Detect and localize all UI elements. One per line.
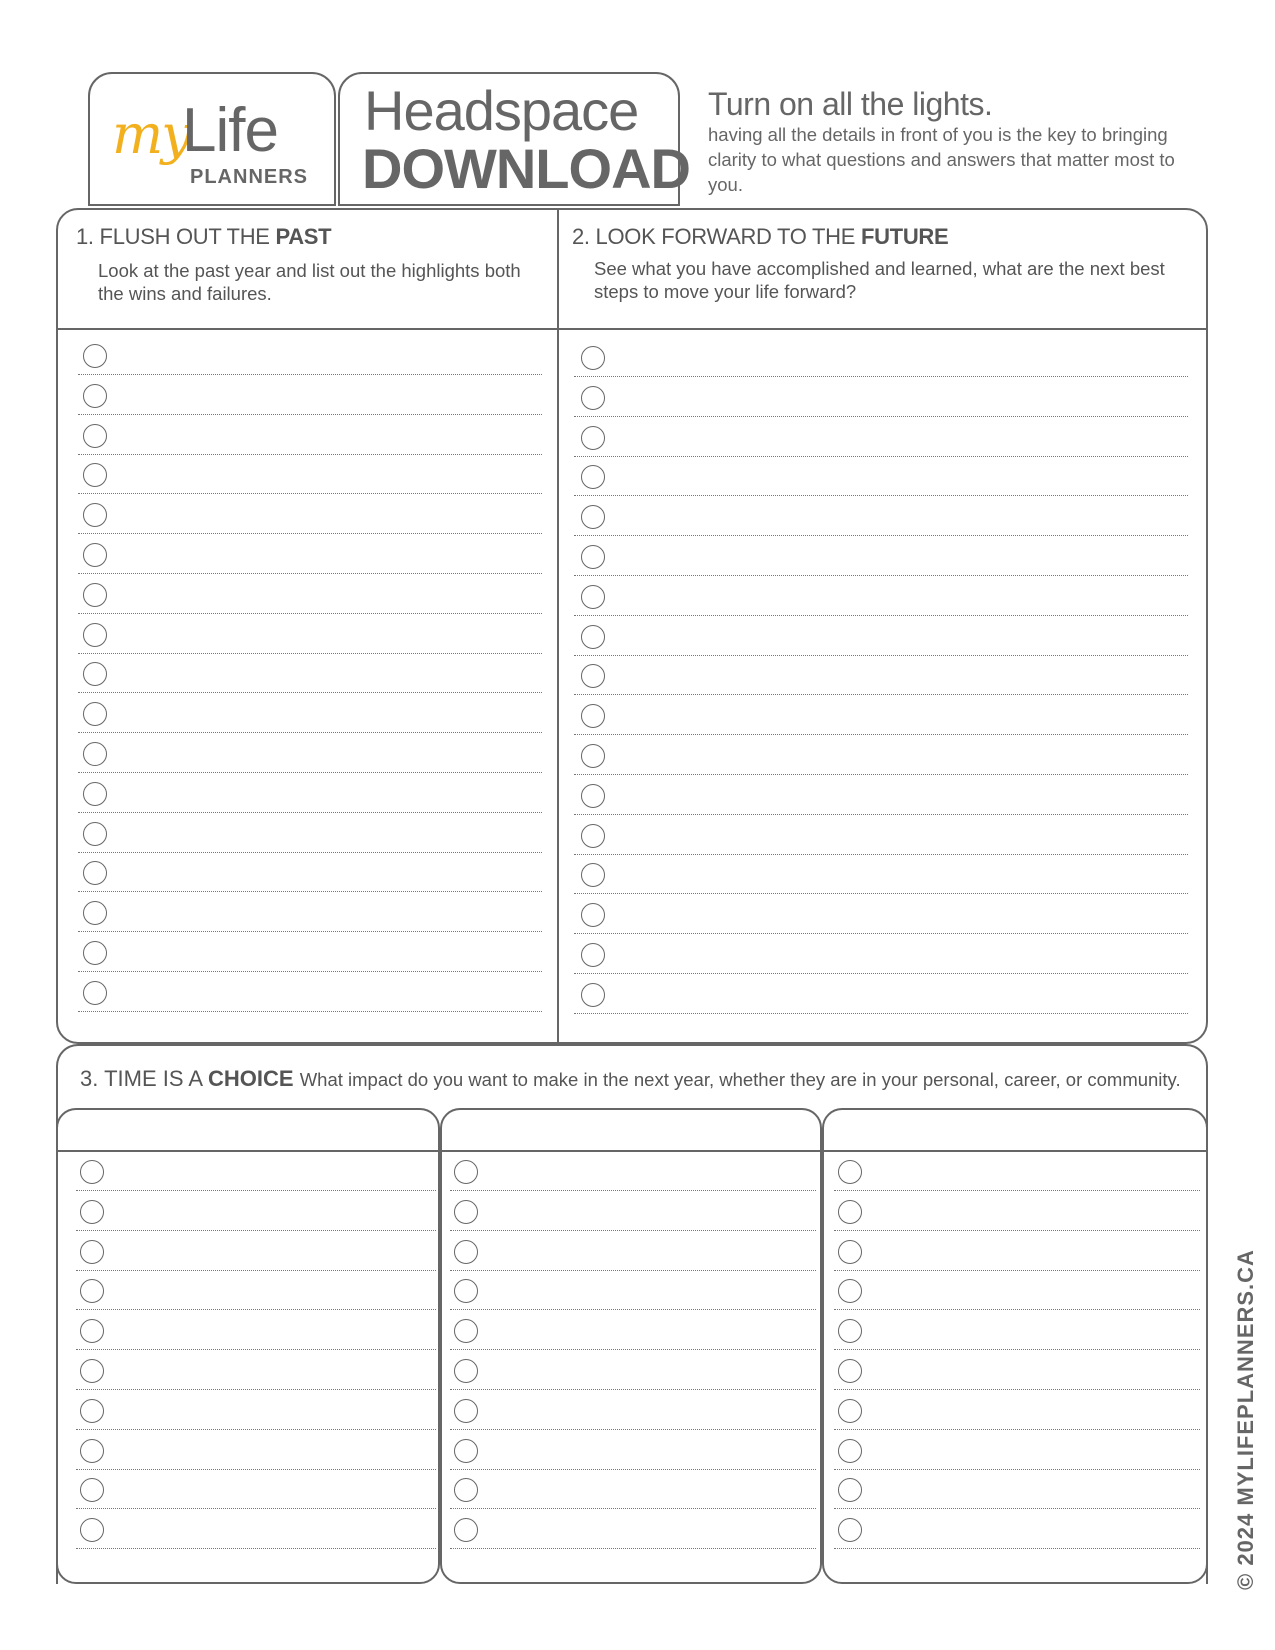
title-line-1: Headspace [364,79,639,142]
checkbox-circle[interactable] [83,623,107,647]
writing-line[interactable] [834,1469,1200,1470]
copyright: © 2024 MYLIFEPLANNERS.CA [1233,1249,1258,1590]
checkbox-circle[interactable] [80,1319,104,1343]
checkbox-circle[interactable] [454,1439,478,1463]
section-2-title [572,224,948,250]
checkbox-circle[interactable] [83,702,107,726]
writing-line[interactable] [574,416,1188,417]
writing-line[interactable] [574,575,1188,576]
writing-line[interactable] [450,1349,816,1350]
checkbox-circle[interactable] [581,903,605,927]
writing-line[interactable] [78,653,542,654]
checkbox-circle[interactable] [581,545,605,569]
checkbox-circle[interactable] [83,583,107,607]
checkbox-circle[interactable] [454,1200,478,1224]
writing-line[interactable] [574,535,1188,536]
writing-line[interactable] [574,655,1188,656]
writing-line[interactable] [574,933,1188,934]
writing-line[interactable] [78,891,542,892]
checkbox-circle[interactable] [581,585,605,609]
checkbox-circle[interactable] [83,822,107,846]
writing-line[interactable] [78,692,542,693]
checkbox-circle[interactable] [581,346,605,370]
writing-line[interactable] [574,615,1188,616]
checkbox-circle[interactable] [581,824,605,848]
writing-line[interactable] [76,1429,436,1430]
writing-line[interactable] [450,1230,816,1231]
checkbox-circle[interactable] [838,1240,862,1264]
section-2-prefix: 2. LOOK FORWARD TO THE [572,224,856,249]
writing-line[interactable] [76,1469,436,1470]
checkbox-circle[interactable] [838,1160,862,1184]
writing-line[interactable] [76,1389,436,1390]
checkbox-circle[interactable] [838,1200,862,1224]
writing-line[interactable] [78,613,542,614]
checkbox-circle[interactable] [83,503,107,527]
writing-line[interactable] [834,1349,1200,1350]
writing-line[interactable] [834,1548,1200,1549]
checkbox-circle[interactable] [83,543,107,567]
checkbox-circle[interactable] [838,1399,862,1423]
writing-line[interactable] [834,1309,1200,1310]
writing-line[interactable] [574,774,1188,775]
checkbox-circle[interactable] [80,1399,104,1423]
panel-past-future [56,208,1208,1044]
writing-line[interactable] [574,1013,1188,1014]
logo-planners: PLANNERS [190,166,309,188]
writing-line[interactable] [574,694,1188,695]
writing-line[interactable] [78,573,542,574]
page-title [338,72,690,206]
checkbox-circle[interactable] [454,1518,478,1542]
checkbox-circle[interactable] [80,1359,104,1383]
section-2-description: See what you have accomplished and learned, what are the next best steps to move your life forward? [594,258,1165,302]
checkbox-circle[interactable] [838,1359,862,1383]
checkbox-circle[interactable] [838,1439,862,1463]
checkbox-circle[interactable] [83,782,107,806]
tagline-title: Turn on all the lights. [708,86,993,122]
writing-line[interactable] [450,1389,816,1390]
title-line-2: DOWNLOAD [362,137,690,200]
writing-line[interactable] [574,973,1188,974]
writing-line[interactable] [834,1429,1200,1430]
choice-column-1 [56,1108,440,1584]
checkbox-circle[interactable] [838,1319,862,1343]
choice-column-3 [822,1108,1208,1584]
writing-line[interactable] [450,1429,816,1430]
checkbox-circle[interactable] [454,1399,478,1423]
section-1-title [76,224,331,250]
writing-line[interactable] [450,1508,816,1509]
writing-line[interactable] [574,456,1188,457]
writing-line[interactable] [450,1309,816,1310]
writing-line[interactable] [574,893,1188,894]
writing-line[interactable] [834,1270,1200,1271]
checkbox-circle[interactable] [83,901,107,925]
checkbox-circle[interactable] [80,1439,104,1463]
checkbox-circle[interactable] [80,1160,104,1184]
writing-line[interactable] [834,1230,1200,1231]
writing-line[interactable] [76,1190,436,1191]
checkbox-circle[interactable] [581,983,605,1007]
checkbox-circle[interactable] [838,1518,862,1542]
checkbox-circle[interactable] [83,742,107,766]
writing-line[interactable] [574,814,1188,815]
writing-line[interactable] [76,1230,436,1231]
checkbox-circle[interactable] [454,1319,478,1343]
writing-line[interactable] [78,533,542,534]
writing-line[interactable] [78,732,542,733]
writing-line[interactable] [78,772,542,773]
writing-line[interactable] [834,1508,1200,1509]
checkbox-circle[interactable] [581,744,605,768]
writing-line[interactable] [450,1190,816,1191]
checkbox-circle[interactable] [454,1240,478,1264]
section-1-description: Look at the past year and list out the highlights both the wins and failures. [98,260,521,304]
checkbox-circle[interactable] [581,625,605,649]
writing-line[interactable] [574,376,1188,377]
logo [88,72,336,206]
section-1-prefix: 1. FLUSH OUT THE [76,224,270,249]
writing-line[interactable] [78,493,542,494]
writing-line[interactable] [76,1508,436,1509]
choice-column-2 [440,1108,822,1584]
checkbox-circle[interactable] [83,981,107,1005]
section-3-title [80,1066,1181,1092]
choice-header-divider [56,1150,1208,1152]
writing-line[interactable] [450,1469,816,1470]
checkbox-circle[interactable] [454,1359,478,1383]
writing-line[interactable] [78,414,542,415]
section-1-emphasis: PAST [275,224,332,249]
writing-line[interactable] [78,852,542,853]
writing-line[interactable] [450,1548,816,1549]
writing-line[interactable] [574,734,1188,735]
writing-line[interactable] [78,971,542,972]
checkbox-circle[interactable] [581,426,605,450]
writing-line[interactable] [76,1309,436,1310]
section-2-emphasis: FUTURE [860,224,949,249]
writing-line[interactable] [834,1389,1200,1390]
writing-line[interactable] [78,374,542,375]
checkbox-circle[interactable] [581,386,605,410]
checkbox-circle[interactable] [581,784,605,808]
checkbox-circle[interactable] [80,1518,104,1542]
checkbox-circle[interactable] [83,424,107,448]
logo-my: my [112,103,190,166]
checkbox-circle[interactable] [83,384,107,408]
checkbox-circle[interactable] [581,943,605,967]
section-3-emphasis: CHOICE [208,1066,294,1091]
checkbox-circle[interactable] [581,505,605,529]
checkbox-circle[interactable] [80,1240,104,1264]
checkbox-circle[interactable] [454,1160,478,1184]
writing-line[interactable] [76,1548,436,1549]
writing-line[interactable] [574,854,1188,855]
logo-life: Life [182,96,278,165]
writing-line[interactable] [78,454,542,455]
checkbox-circle[interactable] [80,1200,104,1224]
writing-line[interactable] [78,1011,542,1012]
writing-line[interactable] [76,1349,436,1350]
writing-line[interactable] [834,1190,1200,1191]
writing-line[interactable] [76,1270,436,1271]
checkbox-circle[interactable] [83,941,107,965]
section-3-question: What impact do you want to make in the next year, whether they are in your personal, career, or community. [299,1069,1181,1090]
writing-line[interactable] [450,1270,816,1271]
writing-line[interactable] [574,495,1188,496]
checkbox-circle[interactable] [581,704,605,728]
panel-header-divider [56,328,1208,330]
writing-line[interactable] [78,931,542,932]
writing-line[interactable] [78,812,542,813]
panel-divider [557,208,559,1044]
section-3-prefix: 3. TIME IS A [80,1066,202,1091]
tagline-body: having all the details in front of you is the key to bringing clarity to what questions and answers that matter most to you. [708,124,1175,195]
checkbox-circle[interactable] [83,344,107,368]
